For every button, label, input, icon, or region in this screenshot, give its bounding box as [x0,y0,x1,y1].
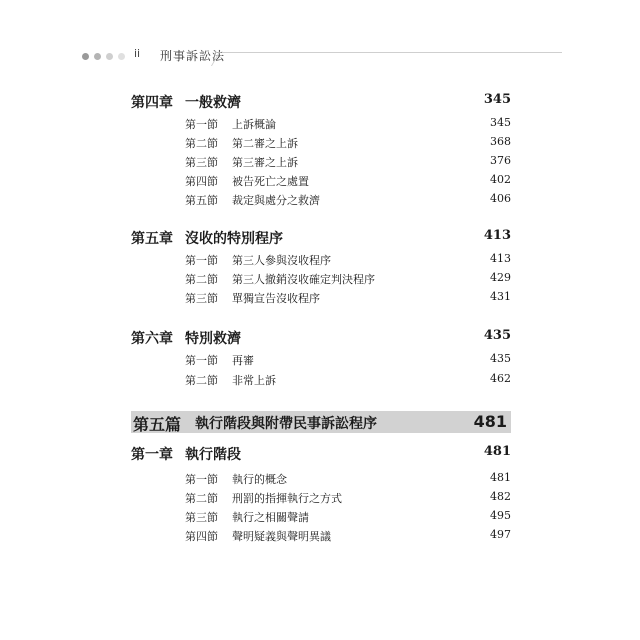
section-title: 非常上訴 [232,374,276,387]
chapter-title: 特別救濟 [185,331,241,347]
toc-chapter[interactable] [131,92,511,112]
section-number: 第三節 [185,156,218,169]
section-title: 第三人參與沒收程序 [232,254,331,267]
section-page: 406 [490,192,511,205]
toc-section[interactable] [131,490,511,506]
toc-section[interactable] [131,173,511,189]
section-title: 第三審之上訴 [232,156,298,169]
section-number: 第二節 [185,374,218,387]
toc-section[interactable] [131,352,511,368]
chapter-number: 第六章 [131,331,173,347]
section-page: 495 [490,509,511,522]
section-title: 再審 [232,354,254,367]
section-title: 裁定與處分之救濟 [232,194,320,207]
chapter-page: 435 [483,328,511,343]
toc-section[interactable] [131,252,511,268]
section-page: 482 [490,490,511,503]
section-page: 402 [490,173,511,186]
toc-section[interactable] [131,528,511,544]
toc-chapter[interactable] [131,444,511,464]
page-number: ii [134,47,141,60]
dot-icon [118,53,125,60]
section-page: 413 [490,252,511,265]
toc-section[interactable] [131,271,511,287]
running-title: 刑事訴訟法 [160,49,226,63]
section-number: 第三節 [185,292,218,305]
section-page: 497 [490,528,511,541]
section-page: 462 [490,372,511,385]
toc-section[interactable] [131,290,511,306]
section-title: 刑罰的指揮執行之方式 [232,492,342,505]
toc-part[interactable] [131,411,511,433]
part-title: 執行階段與附帶民事訴訟程序 [195,416,377,432]
section-number: 第一節 [185,473,218,486]
section-page: 435 [490,352,511,365]
toc-section[interactable] [131,135,511,151]
toc-section[interactable] [131,509,511,525]
chapter-page: 481 [483,444,511,459]
section-number: 第三節 [185,511,218,524]
chapter-page: 345 [483,92,511,107]
section-title: 第二審之上訴 [232,137,298,150]
part-page: 481 [473,412,507,431]
toc-chapter[interactable] [131,328,511,348]
dot-icon [94,53,101,60]
section-number: 第二節 [185,137,218,150]
section-number: 第一節 [185,254,218,267]
section-page: 431 [490,290,511,303]
chapter-title: 一般救濟 [185,95,241,111]
section-title: 執行的概念 [232,473,287,486]
toc-section[interactable] [131,372,511,388]
section-title: 上訴概論 [232,118,276,131]
section-page: 368 [490,135,511,148]
section-page: 345 [490,116,511,129]
chapter-number: 第一章 [131,447,173,463]
chapter-number: 第五章 [131,231,173,247]
toc-chapter[interactable] [131,228,511,248]
section-number: 第一節 [185,118,218,131]
running-header [82,46,562,68]
section-number: 第一節 [185,354,218,367]
section-page: 481 [490,471,511,484]
dot-icon [106,53,113,60]
chapter-number: 第四章 [131,95,173,111]
section-title: 聲明疑義與聲明異議 [232,530,331,543]
chapter-title: 執行階段 [185,447,241,463]
chapter-page: 413 [483,228,511,243]
decorative-dots [82,53,125,60]
section-number: 第二節 [185,273,218,286]
section-title: 執行之相關聲請 [232,511,309,524]
toc-section[interactable] [131,192,511,208]
part-number: 第五篇 [133,415,182,434]
section-number: 第四節 [185,175,218,188]
toc-section[interactable] [131,116,511,132]
header-rule [222,52,562,53]
section-title: 單獨宣告沒收程序 [232,292,320,305]
section-number: 第五節 [185,194,218,207]
chapter-title: 沒收的特別程序 [185,231,283,247]
toc-section[interactable] [131,471,511,487]
section-title: 被告死亡之處置 [232,175,309,188]
section-number: 第四節 [185,530,218,543]
section-page: 429 [490,271,511,284]
toc-section[interactable] [131,154,511,170]
section-page: 376 [490,154,511,167]
dot-icon [82,53,89,60]
section-title: 第三人撤銷沒收確定判決程序 [232,273,375,286]
section-number: 第二節 [185,492,218,505]
